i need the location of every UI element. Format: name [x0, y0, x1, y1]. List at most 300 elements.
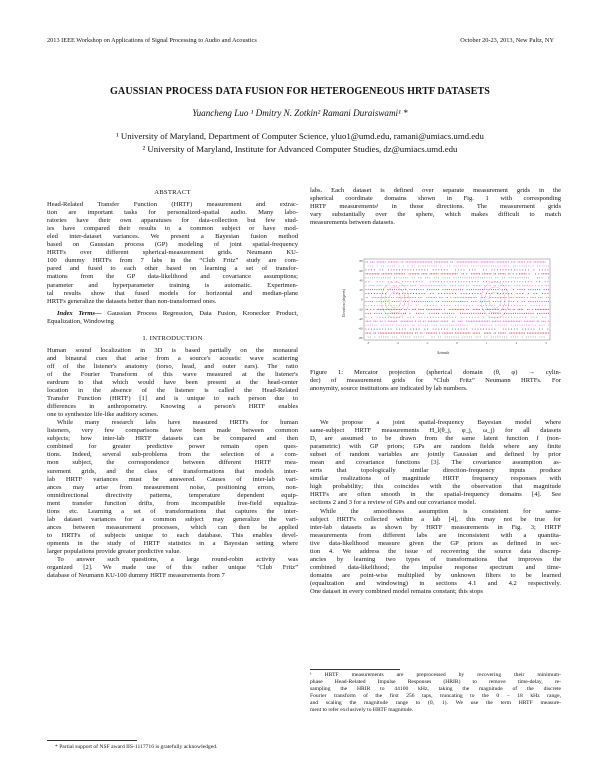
grid-marker [489, 325, 490, 326]
grid-marker [454, 297, 455, 298]
grid-marker [407, 333, 408, 334]
footnote-right [310, 672, 561, 714]
grid-marker [385, 301, 386, 302]
grid-marker [534, 293, 535, 294]
grid-marker [378, 297, 379, 298]
grid-marker [430, 293, 431, 294]
grid-marker [478, 293, 479, 294]
grid-marker [388, 297, 389, 298]
grid-marker [370, 313, 371, 314]
grid-marker [466, 309, 467, 310]
grid-marker [367, 321, 368, 322]
grid-marker [443, 289, 444, 290]
grid-marker [425, 325, 426, 326]
grid-marker [506, 313, 507, 314]
grid-marker [495, 266, 496, 267]
grid-marker [528, 269, 529, 270]
grid-marker [533, 313, 534, 314]
grid-marker [436, 309, 437, 310]
grid-marker [522, 289, 523, 290]
grid-marker [478, 309, 479, 310]
grid-marker [504, 266, 505, 267]
grid-marker [514, 309, 515, 310]
grid-marker [422, 309, 423, 310]
grid-marker [519, 273, 520, 274]
grid-marker [462, 309, 463, 310]
grid-marker [431, 309, 432, 310]
running-header-left: 2013 IEEE Workshop on Applications of Signal Processing to Audio and Acoustics [47, 37, 257, 44]
grid-marker [390, 266, 391, 267]
grid-marker [374, 305, 375, 306]
grid-marker [425, 321, 426, 322]
grid-marker [508, 262, 509, 263]
grid-marker [521, 273, 522, 274]
grid-marker [473, 333, 474, 334]
grid-marker [396, 297, 397, 298]
grid-marker [546, 333, 547, 334]
grid-marker [535, 285, 536, 286]
grid-marker [372, 277, 373, 278]
grid-marker [489, 262, 490, 263]
grid-marker [447, 301, 448, 302]
grid-marker [379, 289, 380, 290]
grid-marker [510, 333, 511, 334]
grid-marker [414, 301, 415, 302]
grid-marker [462, 285, 463, 286]
grid-marker [455, 269, 456, 270]
grid-marker [505, 309, 506, 310]
grid-marker [377, 317, 378, 318]
grid-marker [461, 305, 462, 306]
grid-marker [511, 301, 512, 302]
grid-marker [510, 285, 511, 286]
grid-marker [405, 329, 406, 330]
grid-marker [522, 317, 523, 318]
grid-marker [368, 313, 369, 314]
grid-marker [430, 281, 431, 282]
grid-marker [367, 309, 368, 310]
grid-marker [517, 329, 518, 330]
grid-marker [522, 301, 523, 302]
grid-marker [533, 325, 534, 326]
grid-marker [540, 333, 541, 334]
text-line: combined for greater predictive power remain open ques- [47, 443, 298, 451]
grid-marker [424, 293, 425, 294]
grid-marker [368, 266, 369, 267]
grid-marker [407, 277, 408, 278]
grid-marker [418, 325, 419, 326]
grid-marker [401, 337, 402, 338]
grid-marker [371, 269, 372, 270]
grid-marker [524, 277, 525, 278]
grid-marker [503, 329, 504, 330]
grid-marker [436, 325, 437, 326]
grid-marker [391, 321, 392, 322]
grid-marker [535, 273, 536, 274]
grid-marker [392, 289, 393, 290]
grid-marker [409, 333, 410, 334]
grid-marker [506, 337, 507, 338]
grid-marker [510, 321, 511, 322]
grid-marker [548, 313, 549, 314]
text-line: pared and fused to each other based on learning a set of transfor- [47, 265, 298, 273]
grid-marker [511, 333, 512, 334]
grid-marker [484, 266, 485, 267]
grid-marker [377, 277, 378, 278]
grid-marker [394, 273, 395, 274]
grid-marker [527, 333, 528, 334]
grid-marker [524, 289, 525, 290]
grid-marker [398, 333, 399, 334]
grid-marker [410, 273, 411, 274]
grid-marker [430, 285, 431, 286]
text-line: One dataset in every combined model remains constant; this stops [310, 587, 483, 595]
grid-marker [374, 297, 375, 298]
grid-marker [521, 333, 522, 334]
grid-marker [506, 266, 507, 267]
grid-marker [542, 269, 543, 270]
grid-marker [528, 289, 529, 290]
grid-marker [366, 333, 367, 334]
grid-marker [522, 269, 523, 270]
grid-marker [405, 325, 406, 326]
grid-marker [441, 297, 442, 298]
grid-marker [542, 313, 543, 314]
grid-marker [447, 281, 448, 282]
text-line: tive data-likelihood measure given the GP priors as defined in sec- [310, 539, 561, 547]
grid-marker [521, 297, 522, 298]
grid-marker [444, 305, 445, 306]
text-line: Transfer Function (HRTF) [1] and is unique to each person due to [47, 395, 298, 403]
grid-marker [419, 269, 420, 270]
text-line: parametric) with GP priors; GPs are random fields where any finite [310, 443, 561, 451]
grid-marker [538, 285, 539, 286]
grid-marker [432, 325, 433, 326]
grid-marker [461, 293, 462, 294]
grid-marker [545, 293, 546, 294]
grid-marker [385, 277, 386, 278]
grid-marker [469, 317, 470, 318]
grid-marker [412, 301, 413, 302]
grid-marker [426, 262, 427, 263]
index-terms [47, 310, 298, 326]
grid-marker [536, 281, 537, 282]
grid-marker [542, 317, 543, 318]
grid-marker [462, 333, 463, 334]
grid-marker [465, 333, 466, 334]
grid-marker [455, 281, 456, 282]
grid-marker [500, 321, 501, 322]
grid-marker [421, 277, 422, 278]
grid-marker [472, 317, 473, 318]
grid-marker [483, 305, 484, 306]
grid-marker [502, 262, 503, 263]
grid-marker [431, 285, 432, 286]
grid-marker [486, 309, 487, 310]
grid-marker [490, 262, 491, 263]
grid-marker [421, 313, 422, 314]
grid-marker [495, 277, 496, 278]
grid-marker [416, 289, 417, 290]
grid-marker [487, 301, 488, 302]
grid-marker [392, 337, 393, 338]
grid-marker [434, 262, 435, 263]
text-line: anonymity, source institutions are indicated by lab numbers. [310, 385, 468, 393]
grid-marker [527, 285, 528, 286]
grid-marker [463, 273, 464, 274]
grid-marker [478, 305, 479, 306]
grid-marker [480, 293, 481, 294]
grid-marker [429, 289, 430, 290]
grid-marker [388, 277, 389, 278]
grid-marker [542, 285, 543, 286]
grid-marker [476, 301, 477, 302]
grid-marker [531, 325, 532, 326]
grid-marker [371, 293, 372, 294]
grid-marker [467, 266, 468, 267]
grid-marker [386, 333, 387, 334]
intro-para-1 [47, 347, 298, 419]
text-line: Fourier transform of the first 256 taps, truncating to the 0 − 18 kHz range, [310, 693, 561, 699]
grid-marker [524, 285, 525, 286]
grid-marker [414, 297, 415, 298]
grid-marker [534, 333, 535, 334]
grid-marker [388, 329, 389, 330]
grid-marker [480, 337, 481, 338]
grid-marker [398, 309, 399, 310]
grid-marker [498, 285, 499, 286]
grid-marker [491, 277, 492, 278]
grid-marker [445, 325, 446, 326]
grid-marker [497, 297, 498, 298]
grid-marker [449, 266, 450, 267]
grid-marker [458, 337, 459, 338]
grid-marker [419, 329, 420, 330]
grid-marker [446, 333, 447, 334]
grid-marker [460, 297, 461, 298]
grid-marker [414, 325, 415, 326]
grid-marker [514, 317, 515, 318]
grid-marker [418, 277, 419, 278]
grid-marker [479, 285, 480, 286]
grid-marker [492, 321, 493, 322]
grid-marker [470, 297, 471, 298]
grid-marker [539, 301, 540, 302]
grid-marker [447, 262, 448, 263]
text-line: tion 4. We address the issue of recovering the source data discrep- [310, 547, 561, 555]
grid-marker [489, 273, 490, 274]
grid-marker [458, 269, 459, 270]
grid-marker [421, 301, 422, 302]
grid-marker [486, 305, 487, 306]
grid-marker [428, 309, 429, 310]
grid-marker [456, 337, 457, 338]
grid-marker [454, 266, 455, 267]
grid-marker [498, 313, 499, 314]
grid-marker [444, 273, 445, 274]
grid-marker [447, 297, 448, 298]
grid-marker [511, 329, 512, 330]
grid-marker [462, 337, 463, 338]
grid-marker [447, 329, 448, 330]
grid-marker [460, 325, 461, 326]
grid-marker [423, 289, 424, 290]
grid-marker [476, 289, 477, 290]
grid-marker [530, 297, 531, 298]
grid-marker [471, 289, 472, 290]
y-tick-label: 60 [359, 268, 363, 273]
grid-marker [543, 333, 544, 334]
grid-marker [528, 281, 529, 282]
text-line: While the smoothness assumption is consistent for same- [320, 507, 561, 515]
grid-marker [530, 321, 531, 322]
grid-marker [396, 309, 397, 310]
grid-marker [454, 337, 455, 338]
grid-marker [405, 337, 406, 338]
grid-marker [495, 309, 496, 310]
grid-marker [421, 289, 422, 290]
grid-marker [513, 325, 514, 326]
grid-marker [446, 262, 447, 263]
grid-marker [528, 277, 529, 278]
grid-marker [390, 289, 391, 290]
grid-marker [434, 321, 435, 322]
grid-marker [366, 309, 367, 310]
grid-marker [473, 313, 474, 314]
grid-marker [418, 289, 419, 290]
grid-marker [542, 262, 543, 263]
grid-marker [370, 333, 371, 334]
grid-marker [533, 289, 534, 290]
grid-marker [490, 333, 491, 334]
grid-marker [386, 297, 387, 298]
grid-marker [484, 337, 485, 338]
grid-marker [517, 277, 518, 278]
grid-marker [458, 266, 459, 267]
grid-marker [410, 289, 411, 290]
grid-marker [517, 305, 518, 306]
grid-marker [522, 262, 523, 263]
grid-marker [474, 321, 475, 322]
grid-marker [452, 285, 453, 286]
text-line: off of the listener's anatomy (torso, head, and outer ears). The ratio [47, 362, 298, 370]
grid-marker [370, 266, 371, 267]
grid-marker [385, 293, 386, 294]
grid-marker [422, 297, 423, 298]
grid-marker [504, 337, 505, 338]
grid-marker [513, 301, 514, 302]
grid-marker [425, 301, 426, 302]
grid-marker [438, 313, 439, 314]
grid-marker [531, 337, 532, 338]
paper-title: GAUSSIAN PROCESS DATA FUSION FOR HETEROGENEOUS HRTF DATASETS [109, 86, 491, 97]
grid-marker [449, 309, 450, 310]
text-line: to HRTFs of subjects unique to each database. This enables devel- [47, 531, 298, 539]
text-line: HRTF measurements¹ in those directions. The measurement grids [310, 203, 561, 211]
grid-marker [407, 301, 408, 302]
grid-marker [388, 289, 389, 290]
grid-marker [503, 269, 504, 270]
grid-marker [412, 309, 413, 310]
grid-marker [522, 266, 523, 267]
grid-marker [497, 309, 498, 310]
grid-marker [391, 297, 392, 298]
grid-marker [383, 277, 384, 278]
grid-marker [525, 329, 526, 330]
grid-marker [377, 297, 378, 298]
grid-marker [431, 321, 432, 322]
grid-marker [366, 273, 367, 274]
grid-marker [524, 321, 525, 322]
x-tick-label: 1 [485, 341, 488, 345]
grid-marker [462, 277, 463, 278]
grid-marker [478, 285, 479, 286]
grid-marker [505, 273, 506, 274]
grid-marker [506, 329, 507, 330]
grid-marker [412, 262, 413, 263]
grid-marker [511, 317, 512, 318]
grid-marker [517, 337, 518, 338]
text-line: subjects; how inter-lab HRTF datasets can be compared and then [47, 435, 298, 443]
grid-marker [482, 273, 483, 274]
grid-marker [405, 313, 406, 314]
grid-marker [494, 273, 495, 274]
grid-marker [527, 321, 528, 322]
grid-marker [383, 325, 384, 326]
grid-marker [425, 266, 426, 267]
grid-marker [390, 273, 391, 274]
grid-marker [443, 301, 444, 302]
grid-marker [546, 313, 547, 314]
grid-marker [366, 281, 367, 282]
grid-marker [508, 269, 509, 270]
grid-marker [502, 273, 503, 274]
grid-marker [481, 321, 482, 322]
grid-marker [412, 285, 413, 286]
grid-marker [379, 277, 380, 278]
grid-marker [510, 273, 511, 274]
grid-marker [431, 262, 432, 263]
grid-marker [474, 297, 475, 298]
grid-marker [457, 309, 458, 310]
grid-marker [388, 337, 389, 338]
grid-marker [458, 305, 459, 306]
grid-marker [475, 317, 476, 318]
grid-marker [445, 289, 446, 290]
grid-marker [443, 325, 444, 326]
grid-marker [529, 273, 530, 274]
grid-marker [460, 309, 461, 310]
plot-frame [364, 259, 550, 340]
grid-marker [469, 293, 470, 294]
grid-marker [421, 266, 422, 267]
grid-marker [517, 301, 518, 302]
grid-marker [429, 301, 430, 302]
grid-marker [385, 273, 386, 274]
grid-marker [418, 273, 419, 274]
grid-marker [399, 309, 400, 310]
grid-marker [383, 262, 384, 263]
grid-marker [503, 262, 504, 263]
grid-marker [456, 325, 457, 326]
grid-marker [468, 333, 469, 334]
grid-marker [430, 309, 431, 310]
grid-marker [366, 305, 367, 306]
grid-marker [450, 285, 451, 286]
grid-marker [392, 301, 393, 302]
grid-marker [407, 285, 408, 286]
grid-marker [391, 333, 392, 334]
